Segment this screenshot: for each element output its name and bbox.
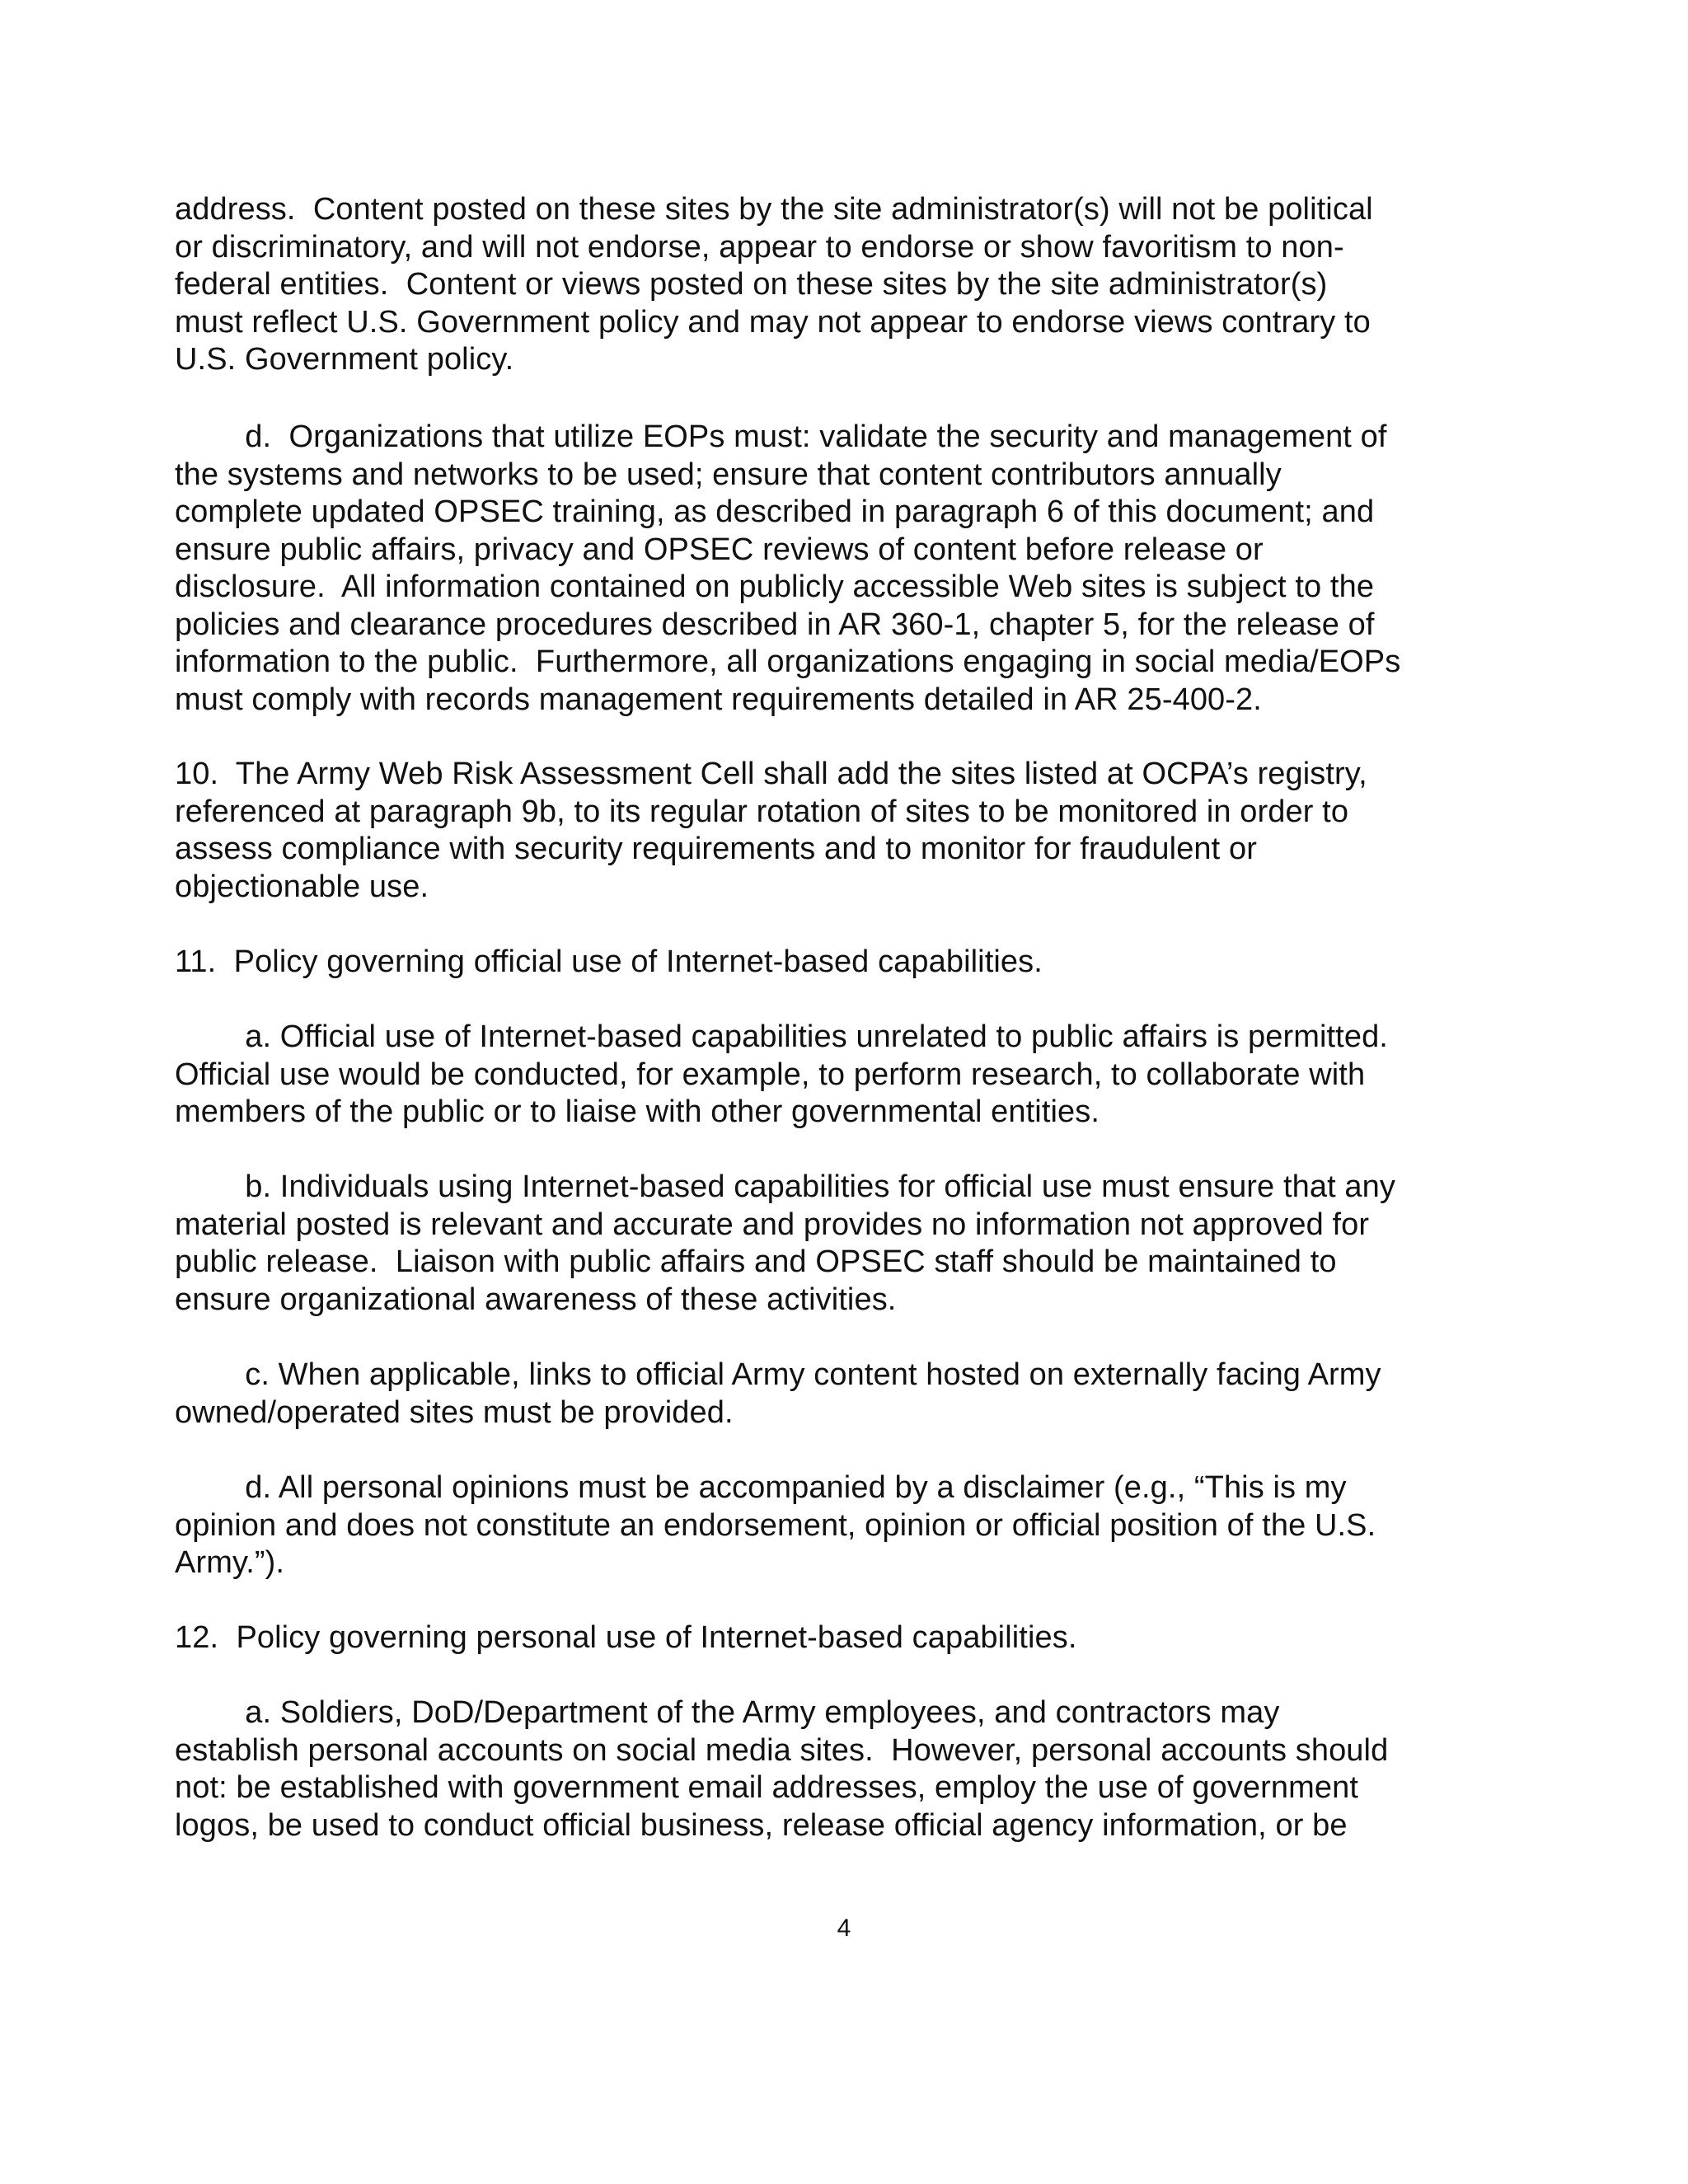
paragraph-9c-continued xyxy=(175,191,1461,379)
text-line: Army.”). xyxy=(175,1545,285,1580)
paragraph-12a xyxy=(175,1694,1461,1844)
text-line: 12. Policy governing personal use of Internet-based capabilities. xyxy=(175,1620,1077,1655)
paragraph-12-heading xyxy=(175,1619,1461,1657)
text-line: public release. Liaison with public affairs and OPSEC staff should be maintained to xyxy=(175,1244,1337,1279)
text-line: or discriminatory, and will not endorse, appear to endorse or show favoritism to non- xyxy=(175,229,1344,265)
paragraph-11b xyxy=(175,1169,1461,1319)
text-line: 10. The Army Web Risk Assessment Cell shall add the sites listed at OCPA’s registry, xyxy=(175,757,1367,791)
text-line: referenced at paragraph 9b, to its regular rotation of sites to be monitored in order to xyxy=(175,794,1349,829)
text-line: must reflect U.S. Government policy and may not appear to endorse views contrary to xyxy=(175,304,1371,340)
text-line: 11. Policy governing official use of Internet-based capabilities. xyxy=(175,944,1043,979)
text-line: Official use would be conducted, for example, to perform research, to collaborate with xyxy=(175,1057,1366,1092)
text-line: d. All personal opinions must be accompanied by a disclaimer (e.g., “This is my xyxy=(175,1470,1347,1505)
paragraph-11c xyxy=(175,1357,1461,1432)
text-line: d. Organizations that utilize EOPs must: validate the security and management of xyxy=(175,419,1387,454)
paragraph-10 xyxy=(175,756,1461,906)
text-line: not: be established with government email addresses, employ the use of government xyxy=(175,1770,1359,1805)
text-line: a. Soldiers, DoD/Department of the Army employees, and contractors may xyxy=(175,1695,1280,1730)
text-line: disclosure. All information contained on publicly accessible Web sites is subject to the xyxy=(175,569,1375,604)
text-line: owned/operated sites must be provided. xyxy=(175,1394,734,1430)
text-line: ensure organizational awareness of these activities. xyxy=(175,1282,897,1317)
text-line: must comply with records management requirements detailed in AR 25-400-2. xyxy=(175,682,1262,717)
text-line: ensure public affairs, privacy and OPSEC reviews of content before release or xyxy=(175,532,1264,567)
text-line: logos, be used to conduct official business, release official agency information, or be xyxy=(175,1807,1348,1843)
text-line: establish personal accounts on social media sites. However, personal accounts should xyxy=(175,1732,1389,1768)
page-number: 4 xyxy=(837,1915,851,1942)
paragraph-9d xyxy=(175,419,1461,719)
text-line: information to the public. Furthermore, all organizations engaging in social media/EOPs xyxy=(175,644,1401,679)
text-line: federal entities. Content or views posted on these sites by the site administrator(s) xyxy=(175,267,1328,302)
text-line: the systems and networks to be used; ensure that content contributors annually xyxy=(175,457,1282,492)
paragraph-11a xyxy=(175,1019,1461,1132)
text-line: assess compliance with security requirements and to monitor for fraudulent or xyxy=(175,832,1257,866)
text-line: U.S. Government policy. xyxy=(175,342,514,377)
text-line: policies and clearance procedures described in AR 360-1, chapter 5, for the release of xyxy=(175,607,1375,642)
text-line: opinion and does not constitute an endorsement, opinion or official position of the U.S. xyxy=(175,1507,1376,1543)
text-line: b. Individuals using Internet-based capabilities for official use must ensure that any xyxy=(175,1169,1395,1204)
text-line: material posted is relevant and accurate and provides no information not approved for xyxy=(175,1207,1370,1242)
text-line: address. Content posted on these sites by the site administrator(s) will not be political xyxy=(175,192,1373,227)
paragraph-11-heading xyxy=(175,944,1461,982)
text-line: c. When applicable, links to official Army content hosted on externally facing Army xyxy=(175,1357,1381,1392)
text-line: complete updated OPSEC training, as described in paragraph 6 of this document; and xyxy=(175,494,1375,529)
text-line: members of the public or to liaise with other governmental entities. xyxy=(175,1094,1100,1129)
text-line: objectionable use. xyxy=(175,869,429,904)
paragraph-11d xyxy=(175,1469,1461,1582)
text-line: a. Official use of Internet-based capabilities unrelated to public affairs is permitted. xyxy=(175,1019,1388,1054)
